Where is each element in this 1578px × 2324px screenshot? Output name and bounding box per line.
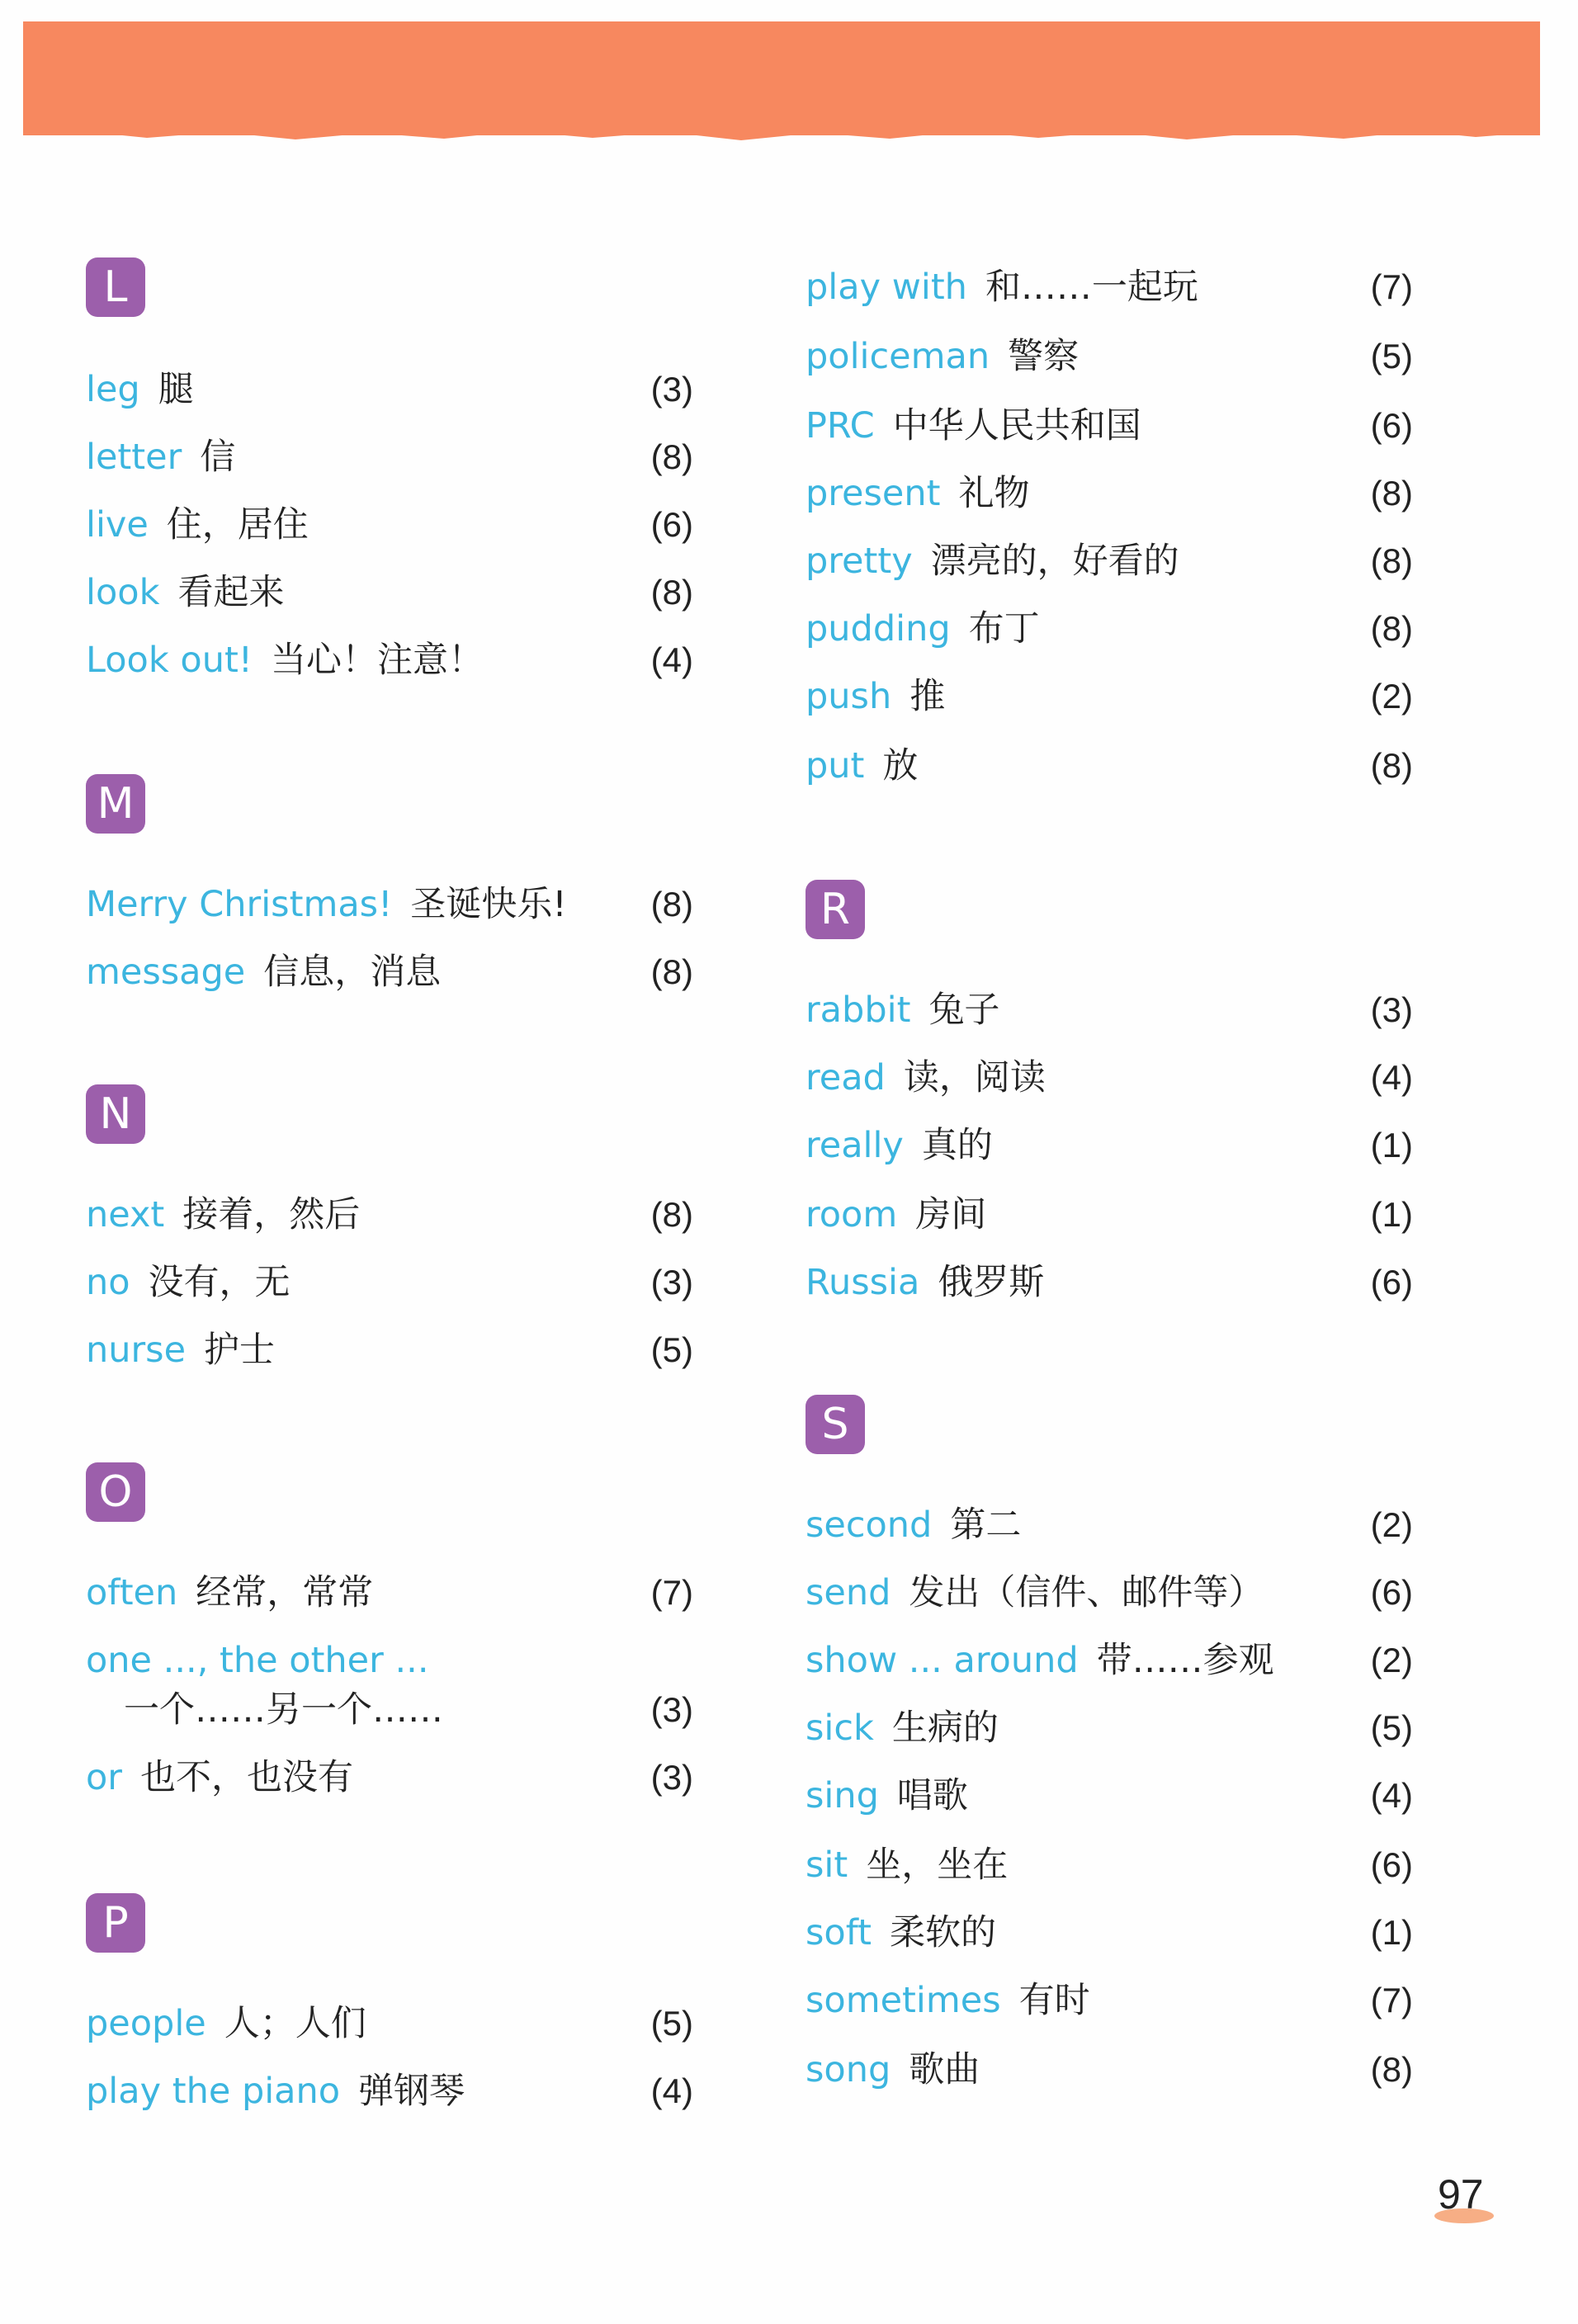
- letter-badge-m: M: [86, 774, 145, 834]
- entry-unit: (6): [1370, 406, 1413, 445]
- entry-meaning: 带……参观: [1096, 1640, 1274, 1681]
- entry-unit: (1): [1370, 1195, 1413, 1234]
- entry-unit: (8): [1370, 609, 1413, 648]
- entry-meaning: 放: [882, 745, 919, 786]
- entry-no: [86, 1256, 693, 1309]
- entry-unit: (8): [1370, 541, 1413, 580]
- entry-meaning: 俄罗斯: [938, 1262, 1045, 1303]
- entry-next: [86, 1188, 693, 1241]
- entry-unit: (3): [1370, 990, 1413, 1029]
- entry-policeman: [806, 330, 1413, 383]
- entry-sick: [806, 1702, 1413, 1755]
- entry-word: sick: [806, 1708, 874, 1749]
- entry-word: one ..., the other ...: [86, 1640, 429, 1681]
- entry-meaning: 信: [200, 437, 236, 478]
- entry-word: often: [86, 1572, 178, 1613]
- entry-meaning: 看起来: [177, 572, 285, 613]
- entry-pudding: [806, 602, 1413, 655]
- entry-meaning: 布丁: [968, 608, 1040, 649]
- entry-sing: [806, 1769, 1413, 1822]
- entry-word: push: [806, 676, 892, 717]
- letter-badge-p: P: [86, 1893, 145, 1953]
- entry-meaning: 护士: [204, 1330, 276, 1371]
- entry-unit: (3): [650, 1758, 693, 1797]
- letter-badge-s: S: [806, 1395, 865, 1454]
- entry-people: [86, 1997, 693, 2050]
- entry-unit: (8): [650, 952, 693, 991]
- entry-room: [806, 1188, 1413, 1241]
- entry-really: [806, 1119, 1413, 1172]
- entry-present: [806, 467, 1413, 520]
- entry-unit: (5): [1370, 1708, 1413, 1747]
- entry-unit: (2): [1370, 1505, 1413, 1544]
- entry-meaning: 和……一起玩: [985, 267, 1198, 308]
- entry-play-with: [806, 261, 1413, 314]
- entry-word: sing: [806, 1775, 879, 1816]
- entry-push: [806, 670, 1413, 723]
- entry-word: read: [806, 1057, 886, 1098]
- entry-word: present: [806, 473, 941, 514]
- entry-show-around: [806, 1634, 1413, 1687]
- entry-word: sit: [806, 1845, 848, 1886]
- entry-one-the-other: [86, 1634, 693, 1687]
- entry-meaning: 真的: [921, 1125, 993, 1166]
- entry-meaning: 信息，消息: [263, 952, 442, 993]
- entry-meaning: 住，居住: [166, 504, 309, 546]
- entry-word: look: [86, 572, 160, 613]
- entry-word: policeman: [806, 336, 990, 377]
- entry-meaning: 有时: [1018, 1980, 1090, 2021]
- entry-letter: [86, 431, 693, 484]
- entry-look: [86, 566, 693, 619]
- entry-word: rabbit: [806, 990, 911, 1031]
- entry-unit: (4): [1370, 1776, 1413, 1815]
- entry-unit: (6): [650, 505, 693, 544]
- entry-play-the-piano: [86, 2065, 693, 2118]
- entry-meaning: 生病的: [891, 1708, 999, 1749]
- entry-meaning: 圣诞快乐!: [410, 884, 567, 925]
- entry-meaning: 一个……另一个……: [124, 1689, 443, 1731]
- entry-rabbit: [806, 984, 1413, 1037]
- letter-badge-l: L: [86, 257, 145, 317]
- entry-unit: (8): [1370, 2050, 1413, 2089]
- entry-unit: (6): [1370, 1263, 1413, 1301]
- entry-unit: (4): [650, 640, 693, 679]
- entry-one-the-other-meaning: [86, 1684, 693, 1736]
- entry-unit: (3): [650, 1263, 693, 1301]
- entry-unit: (5): [1370, 337, 1413, 376]
- entry-word: show ... around: [806, 1640, 1079, 1681]
- entry-meaning: 发出（信件、邮件等）: [909, 1572, 1264, 1613]
- entry-meaning: 人；人们: [224, 2003, 366, 2044]
- entry-meaning: 推: [909, 676, 946, 717]
- entry-word: second: [806, 1504, 933, 1546]
- entry-meaning: 中华人民共和国: [892, 405, 1141, 446]
- entry-unit: (2): [1370, 1641, 1413, 1679]
- entry-send: [806, 1566, 1413, 1619]
- entry-unit: (4): [1370, 1058, 1413, 1097]
- entry-or: [86, 1751, 693, 1804]
- entry-unit: (8): [650, 437, 693, 476]
- entry-sometimes: [806, 1974, 1413, 2027]
- entry-unit: (7): [1370, 1981, 1413, 2019]
- entry-pretty: [806, 535, 1413, 588]
- entry-unit: (6): [1370, 1845, 1413, 1884]
- entry-unit: (2): [1370, 677, 1413, 716]
- entry-word: play the piano: [86, 2071, 341, 2112]
- entry-unit: (4): [650, 2071, 693, 2110]
- entry-meaning: 柔软的: [889, 1912, 996, 1953]
- entry-soft: [806, 1906, 1413, 1959]
- letter-badge-r: R: [806, 880, 865, 939]
- entry-meaning: 腿: [158, 369, 194, 410]
- entry-meaning: 弹钢琴: [358, 2071, 465, 2112]
- entry-word: sometimes: [806, 1980, 1001, 2021]
- entry-unit: (3): [650, 370, 693, 409]
- entry-word: next: [86, 1194, 165, 1235]
- letter-badge-n: N: [86, 1084, 145, 1144]
- entry-unit: (5): [650, 2004, 693, 2043]
- entry-merry-christmas: [86, 878, 693, 931]
- entry-read: [806, 1051, 1413, 1104]
- entry-meaning: 接着，然后: [182, 1194, 361, 1235]
- entry-meaning: 警察: [1008, 336, 1080, 377]
- entry-meaning: 坐，坐在: [866, 1845, 1009, 1886]
- entry-word: song: [806, 2049, 891, 2090]
- entry-unit: (8): [650, 885, 693, 923]
- entry-prc: [806, 399, 1413, 452]
- entry-word: send: [806, 1572, 891, 1613]
- entry-word: soft: [806, 1912, 872, 1953]
- entry-word: leg: [86, 369, 140, 410]
- entry-unit: (1): [1370, 1913, 1413, 1952]
- entry-meaning: 房间: [915, 1194, 987, 1235]
- entry-word: pretty: [806, 541, 913, 582]
- entry-word: letter: [86, 437, 182, 478]
- entry-meaning: 礼物: [958, 473, 1030, 514]
- entry-word: people: [86, 2003, 206, 2044]
- entry-word: or: [86, 1757, 122, 1798]
- entry-song: [806, 2043, 1413, 2096]
- entry-word: Look out!: [86, 640, 253, 681]
- entry-meaning: 也不，也没有: [140, 1757, 353, 1798]
- entry-unit: (6): [1370, 1573, 1413, 1612]
- entry-meaning: 兔子: [928, 990, 1000, 1031]
- entry-unit: (8): [650, 1195, 693, 1234]
- entry-leg: [86, 363, 693, 416]
- entry-put: [806, 739, 1413, 792]
- entry-unit: (8): [1370, 474, 1413, 513]
- entry-meaning: 经常，常常: [196, 1572, 374, 1613]
- entry-unit: (7): [650, 1573, 693, 1612]
- header-banner: [23, 21, 1540, 135]
- entry-word: room: [806, 1194, 898, 1235]
- entry-meaning: 第二: [950, 1504, 1022, 1546]
- entry-message: [86, 946, 693, 999]
- entry-nurse: [86, 1324, 693, 1377]
- entry-word: pudding: [806, 608, 951, 649]
- entry-meaning: 歌曲: [909, 2049, 980, 2090]
- entry-unit: (3): [650, 1690, 693, 1729]
- entry-word: play with: [806, 267, 967, 308]
- entry-meaning: 漂亮的，好看的: [930, 541, 1179, 582]
- entry-meaning: 唱歌: [896, 1775, 968, 1816]
- entry-unit: (8): [650, 573, 693, 612]
- entry-word: Merry Christmas!: [86, 884, 393, 925]
- entry-word: no: [86, 1262, 130, 1303]
- entry-unit: (1): [1370, 1126, 1413, 1164]
- banner-torn-edge: [23, 124, 1540, 149]
- entry-word: live: [86, 504, 149, 546]
- entry-word: message: [86, 952, 246, 993]
- entry-unit: (7): [1370, 267, 1413, 306]
- entry-second: [806, 1499, 1413, 1552]
- entry-word: nurse: [86, 1330, 187, 1371]
- entry-unit: (8): [1370, 746, 1413, 785]
- entry-russia: [806, 1256, 1413, 1309]
- entry-look-out: [86, 634, 693, 687]
- entry-unit: (5): [650, 1330, 693, 1369]
- entry-word: PRC: [806, 405, 875, 446]
- entry-often: [86, 1566, 693, 1619]
- entry-meaning: 当心！注意！: [271, 640, 484, 681]
- entry-meaning: 读，阅读: [903, 1057, 1046, 1098]
- entry-live: [86, 498, 693, 551]
- letter-badge-o: O: [86, 1462, 145, 1522]
- entry-word: really: [806, 1125, 904, 1166]
- entry-sit: [806, 1839, 1413, 1892]
- entry-word: Russia: [806, 1262, 920, 1303]
- page-number: 97: [1438, 2171, 1484, 2218]
- entry-meaning: 没有，无: [148, 1262, 291, 1303]
- entry-word: put: [806, 745, 865, 786]
